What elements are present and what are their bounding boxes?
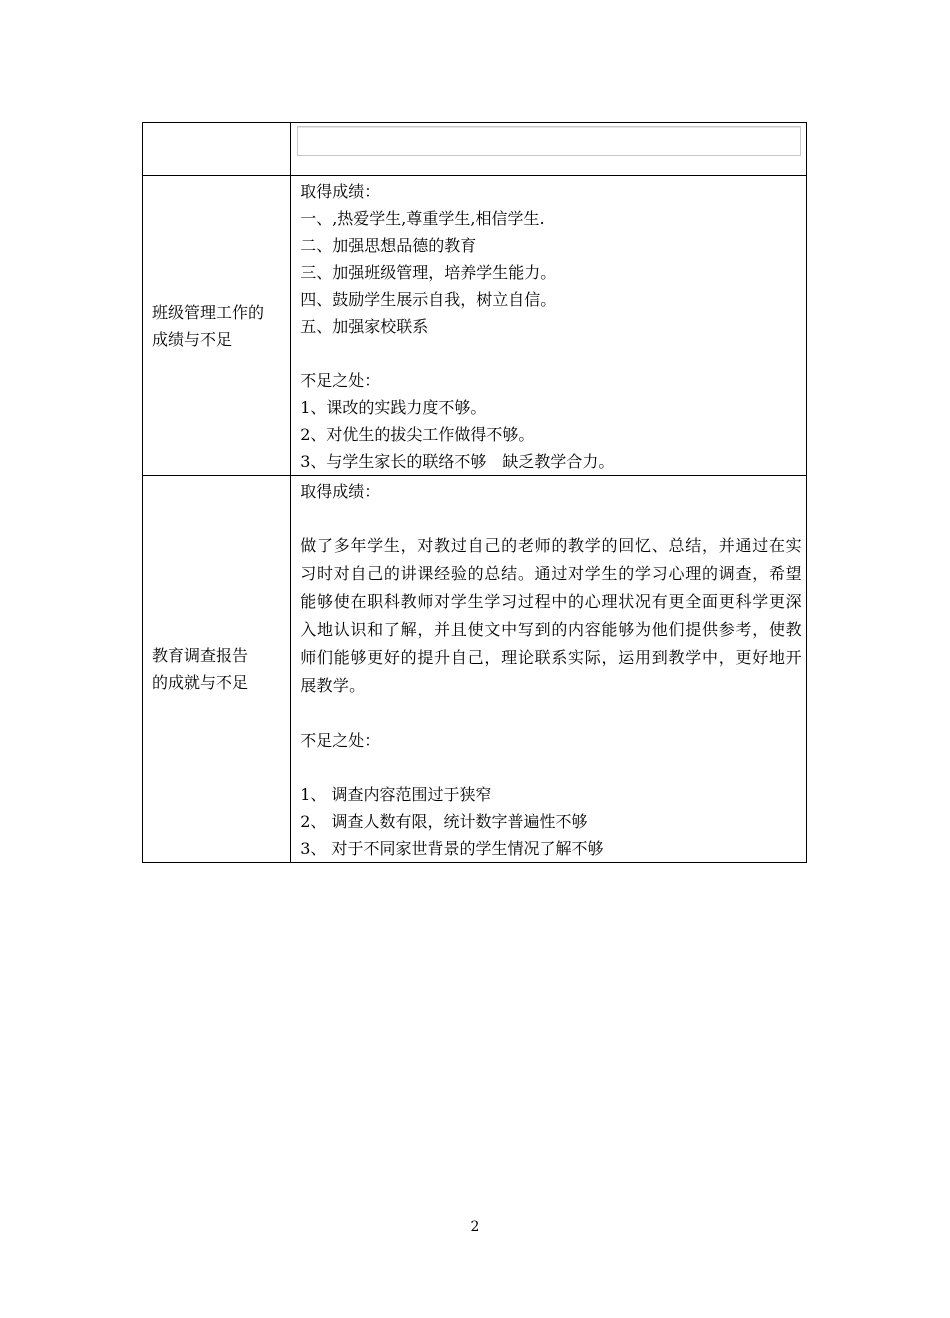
- class-management-label-cell: [143, 176, 291, 476]
- blank-line: [300, 754, 802, 781]
- blank-line: [300, 340, 802, 367]
- shortcoming-item: 2、对优生的拔尖工作做得不够。: [300, 425, 535, 444]
- blank-line: [300, 700, 802, 727]
- survey-achievements-paragraph: 做了多年学生，对教过自己的老师的教学的回忆、总结，并通过在实习时对自己的讲课经验的总结。通过对学生的学习心理的调查，希望能够使在职科教师对学生学习过程中的心理状况有更全面更科学更深入地认识和了解，并且使文中写到的内容能够为他们提供参考，使教师们能够更好的提升自己，理论联系实际，运用到教学中，更好地开展教学。: [300, 536, 802, 695]
- table-row-survey-report: [143, 476, 807, 863]
- achievement-item: 五、加强家校联系: [300, 317, 429, 336]
- shortcoming-item: 1、课改的实践力度不够。: [300, 398, 487, 417]
- class-management-label-line-2: 成绩与不足: [152, 329, 233, 349]
- table-row-class-management: [143, 176, 807, 476]
- achievement-item: 二、加强思想品德的教育: [300, 236, 477, 255]
- survey-shortcoming-item: 1、 调查内容范围过于狭窄: [300, 785, 492, 804]
- achievement-item: 三、加强班级管理，培养学生能力。: [300, 263, 557, 282]
- top-left-cell: [143, 123, 291, 176]
- survey-report-label: [143, 476, 290, 862]
- achievement-item: 一、,热爱学生,尊重学生,相信学生.: [300, 209, 545, 228]
- page-number: 2: [470, 1219, 480, 1235]
- shortcomings-heading: 不足之处：: [300, 371, 381, 390]
- survey-shortcoming-item: 2、 调查人数有限，统计数字普遍性不够: [300, 812, 588, 831]
- survey-shortcomings-heading: 不足之处：: [300, 731, 381, 750]
- top-right-cell: [291, 123, 807, 176]
- survey-report-label-cell: [143, 476, 291, 863]
- shortcoming-item: 3、与学生家长的联络不够 缺乏教学合力。: [300, 452, 615, 471]
- achievements-heading: 取得成绩：: [300, 182, 381, 201]
- embedded-empty-box: [297, 126, 801, 156]
- achievement-item: 四、鼓励学生展示自我，树立自信。: [300, 290, 557, 309]
- report-table: [142, 122, 807, 863]
- survey-report-content-cell: [291, 476, 807, 863]
- table-row-top: [143, 123, 807, 176]
- class-management-content-cell: [291, 176, 807, 476]
- blank-line: [300, 505, 802, 532]
- survey-achievements-heading: 取得成绩：: [300, 482, 381, 501]
- class-management-label: [143, 176, 290, 475]
- survey-report-label-line-2: 的成就与不足: [152, 673, 249, 692]
- survey-report-label-line-1: 教育调查报告: [152, 646, 249, 665]
- class-management-label-line-1: 班级管理工作的: [152, 302, 265, 322]
- survey-shortcoming-item: 3、 对于不同家世背景的学生情况了解不够: [300, 839, 604, 858]
